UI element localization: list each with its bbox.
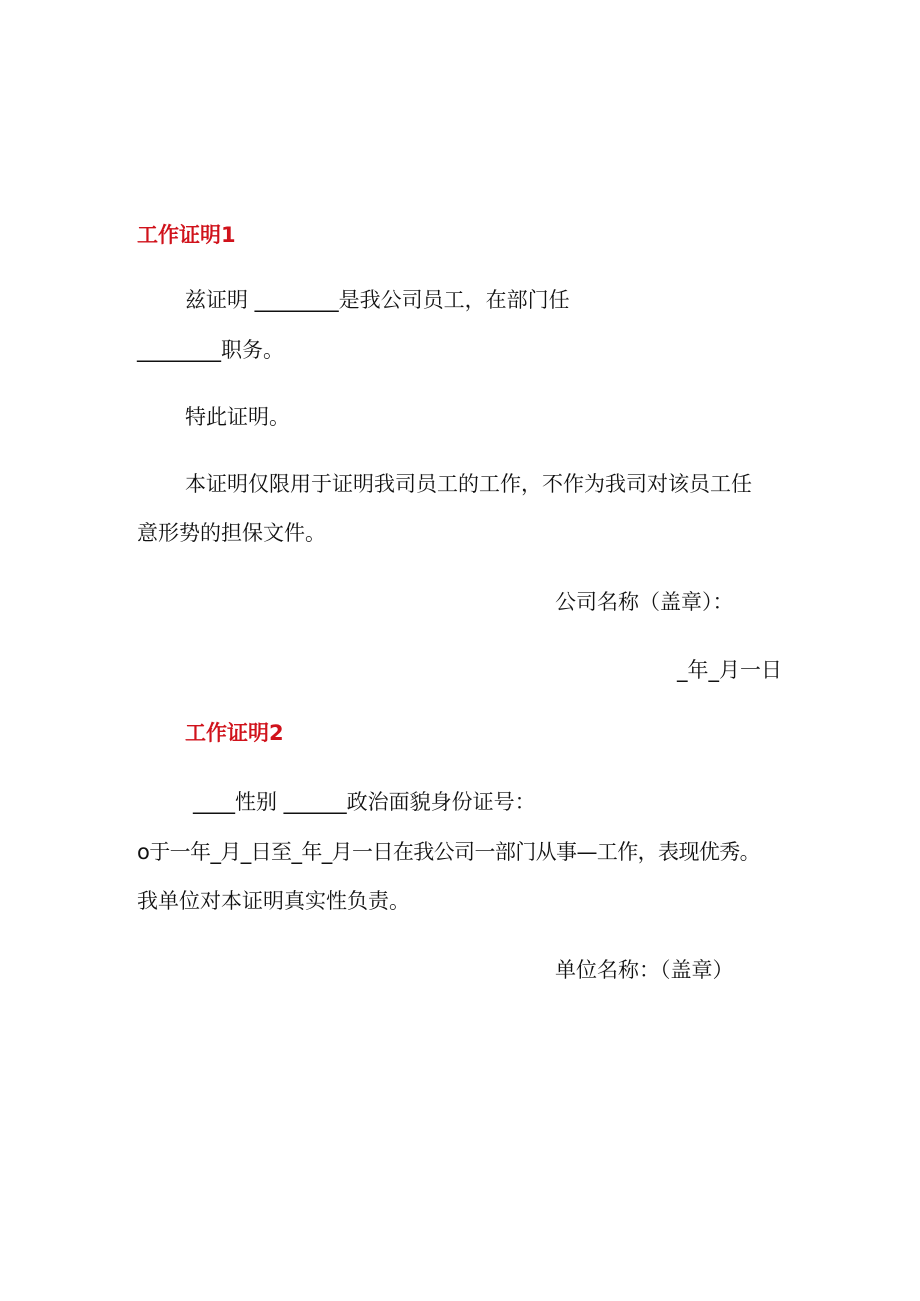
cert1-line-4: 本证明仅限用于证明我司员工的工作，不作为我司对该员工任 [185,472,752,496]
cert1-line-1: 兹证明 ________是我公司员工，在部门任 [185,288,570,312]
cert1-line-3: 特此证明。 [185,405,290,429]
cert1-line-2: ________职务。 [137,338,284,362]
cert2-line-1: ____性别 ______政治面貌身份证号： [193,790,536,814]
cert1-date: _年_月一日 [677,658,782,682]
cert2-line-2: o于一年_月_日至_年_月一日在我公司一部门从事—工作，表现优秀。 [137,840,761,864]
cert2-title: 工作证明2 [185,721,284,745]
cert2-unit-seal: 单位名称：（盖章） [555,958,734,982]
cert2-line-3: 我单位对本证明真实性负责。 [137,889,410,913]
cert1-title: 工作证明1 [137,223,236,247]
cert1-company-seal: 公司名称（盖章）： [555,590,734,614]
cert1-line-5: 意形势的担保文件。 [137,521,326,545]
